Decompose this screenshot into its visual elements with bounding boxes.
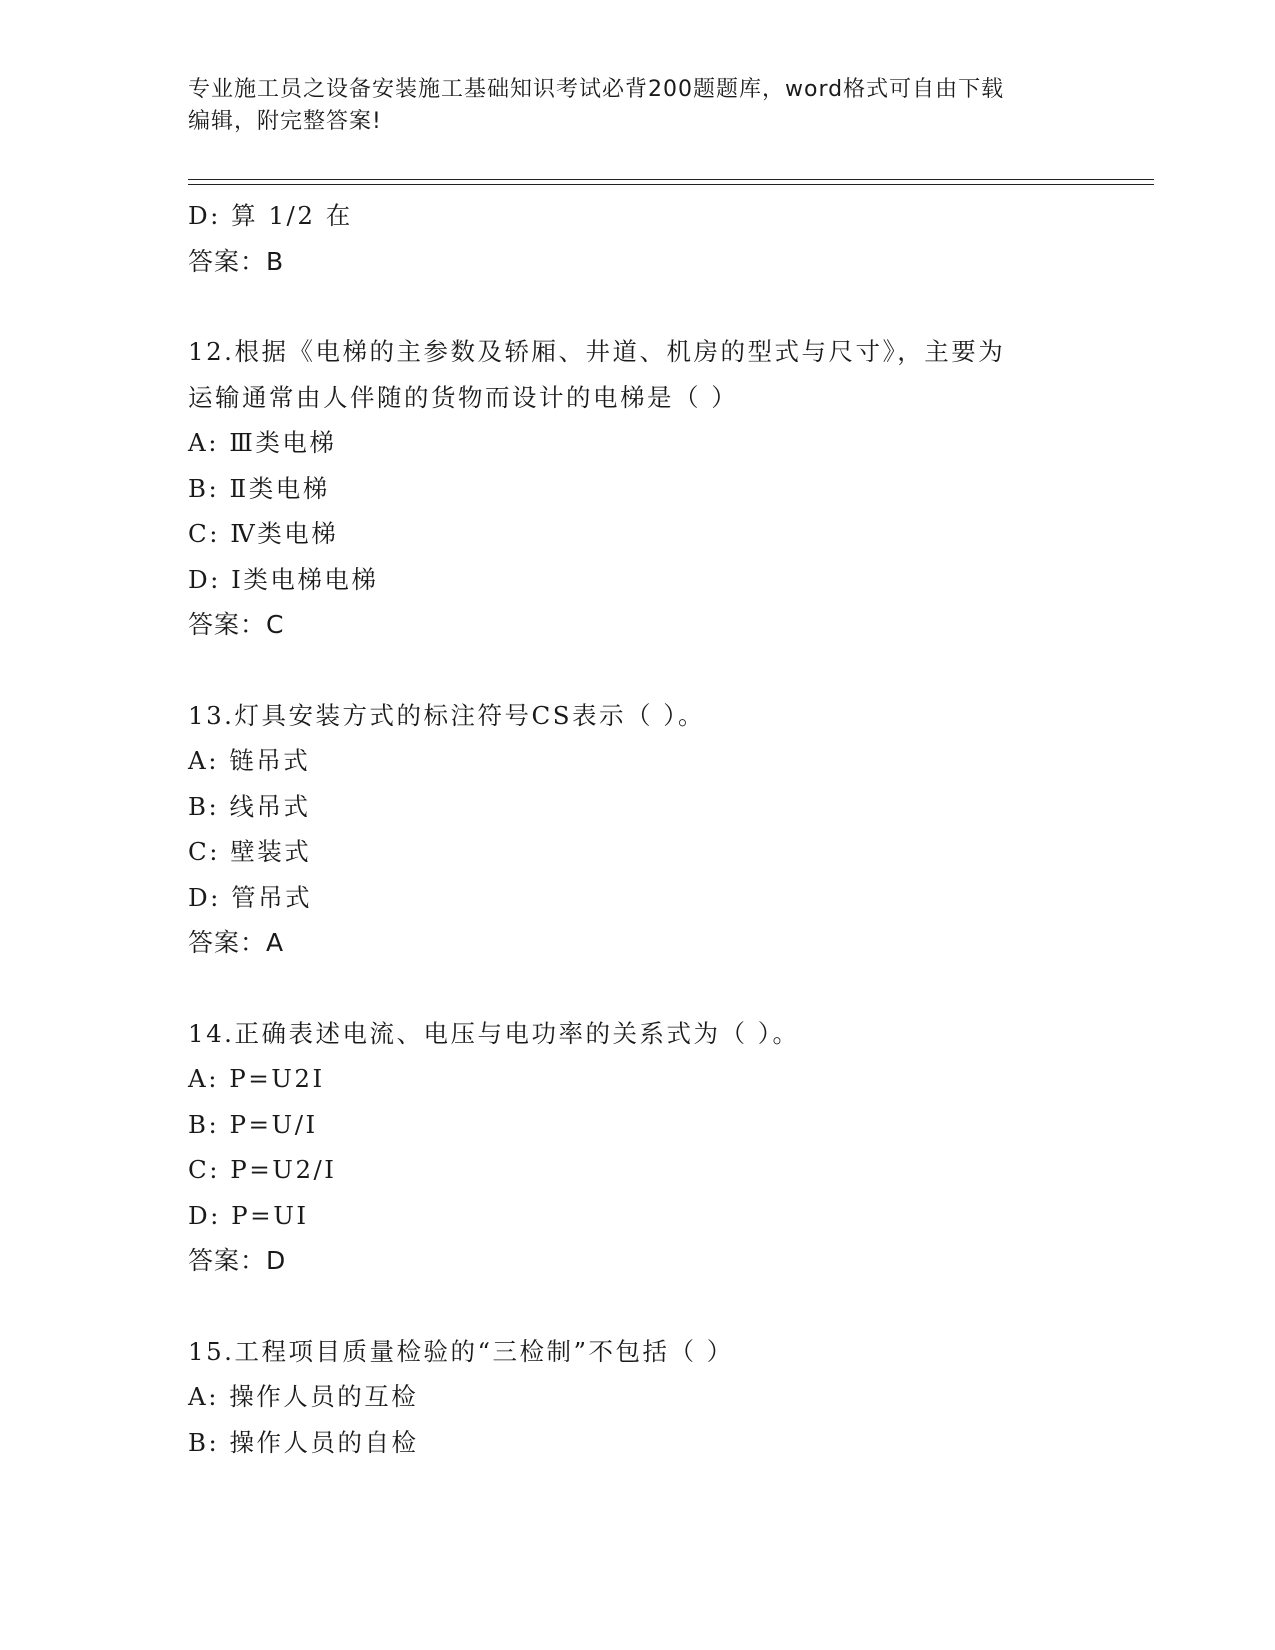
option-a: A: 链吊式 <box>188 746 311 775</box>
option-c: C: Ⅳ类电梯 <box>188 519 339 548</box>
option-d: D: Ⅰ类电梯电梯 <box>188 564 379 594</box>
option-d: D: 算 1/2 在 <box>188 201 353 230</box>
question-stem: 15.工程项目质量检验的“三检制”不包括（ ） <box>188 1336 734 1366</box>
answer-line: 答案：B <box>188 246 285 276</box>
option-c: C: 壁装式 <box>188 837 312 866</box>
question-15 <box>188 1329 1088 1466</box>
document-header <box>188 74 1068 138</box>
header-title-line-1: 专业施工员之设备安装施工基础知识考试必背200题题库，word格式可自由下载 <box>188 77 1005 102</box>
option-a: A: 操作人员的互检 <box>188 1382 419 1411</box>
option-a: A: P=U2I <box>188 1064 325 1093</box>
question-12 <box>188 329 1088 648</box>
question-13 <box>188 693 1088 966</box>
option-b: B: 操作人员的自检 <box>188 1427 419 1457</box>
question-stem: 14.正确表述电流、电压与电功率的关系式为（ ）。 <box>188 1018 800 1048</box>
question-stem: 13.灯具安装方式的标注符号CS表示（ ）。 <box>188 700 706 730</box>
header-divider-bottom <box>188 184 1154 185</box>
previous-question-tail <box>188 193 1088 284</box>
answer-line: 答案：C <box>188 610 285 639</box>
option-b: B: 线吊式 <box>188 791 311 821</box>
answer-line: 答案：A <box>188 928 285 957</box>
option-a: A: Ⅲ类电梯 <box>188 428 337 457</box>
option-d: D: 管吊式 <box>188 882 313 912</box>
answer-line: 答案：D <box>188 1246 287 1275</box>
option-b: B: P=U/I <box>188 1109 318 1139</box>
option-b: B: Ⅱ类电梯 <box>188 473 330 503</box>
question-stem: 12.根据《电梯的主参数及轿厢、井道、机房的型式与尺寸》，主要为 <box>188 337 1006 366</box>
question-list <box>188 193 1088 1465</box>
question-stem-continued: 运输通常由人伴随的货物而设计的电梯是（ ） <box>188 382 739 412</box>
header-divider-top <box>188 179 1154 180</box>
question-14 <box>188 1011 1088 1284</box>
option-d: D: P=UI <box>188 1200 309 1230</box>
header-title-line-2: 编辑，附完整答案! <box>188 109 382 134</box>
option-c: C: P=U2/I <box>188 1155 337 1184</box>
